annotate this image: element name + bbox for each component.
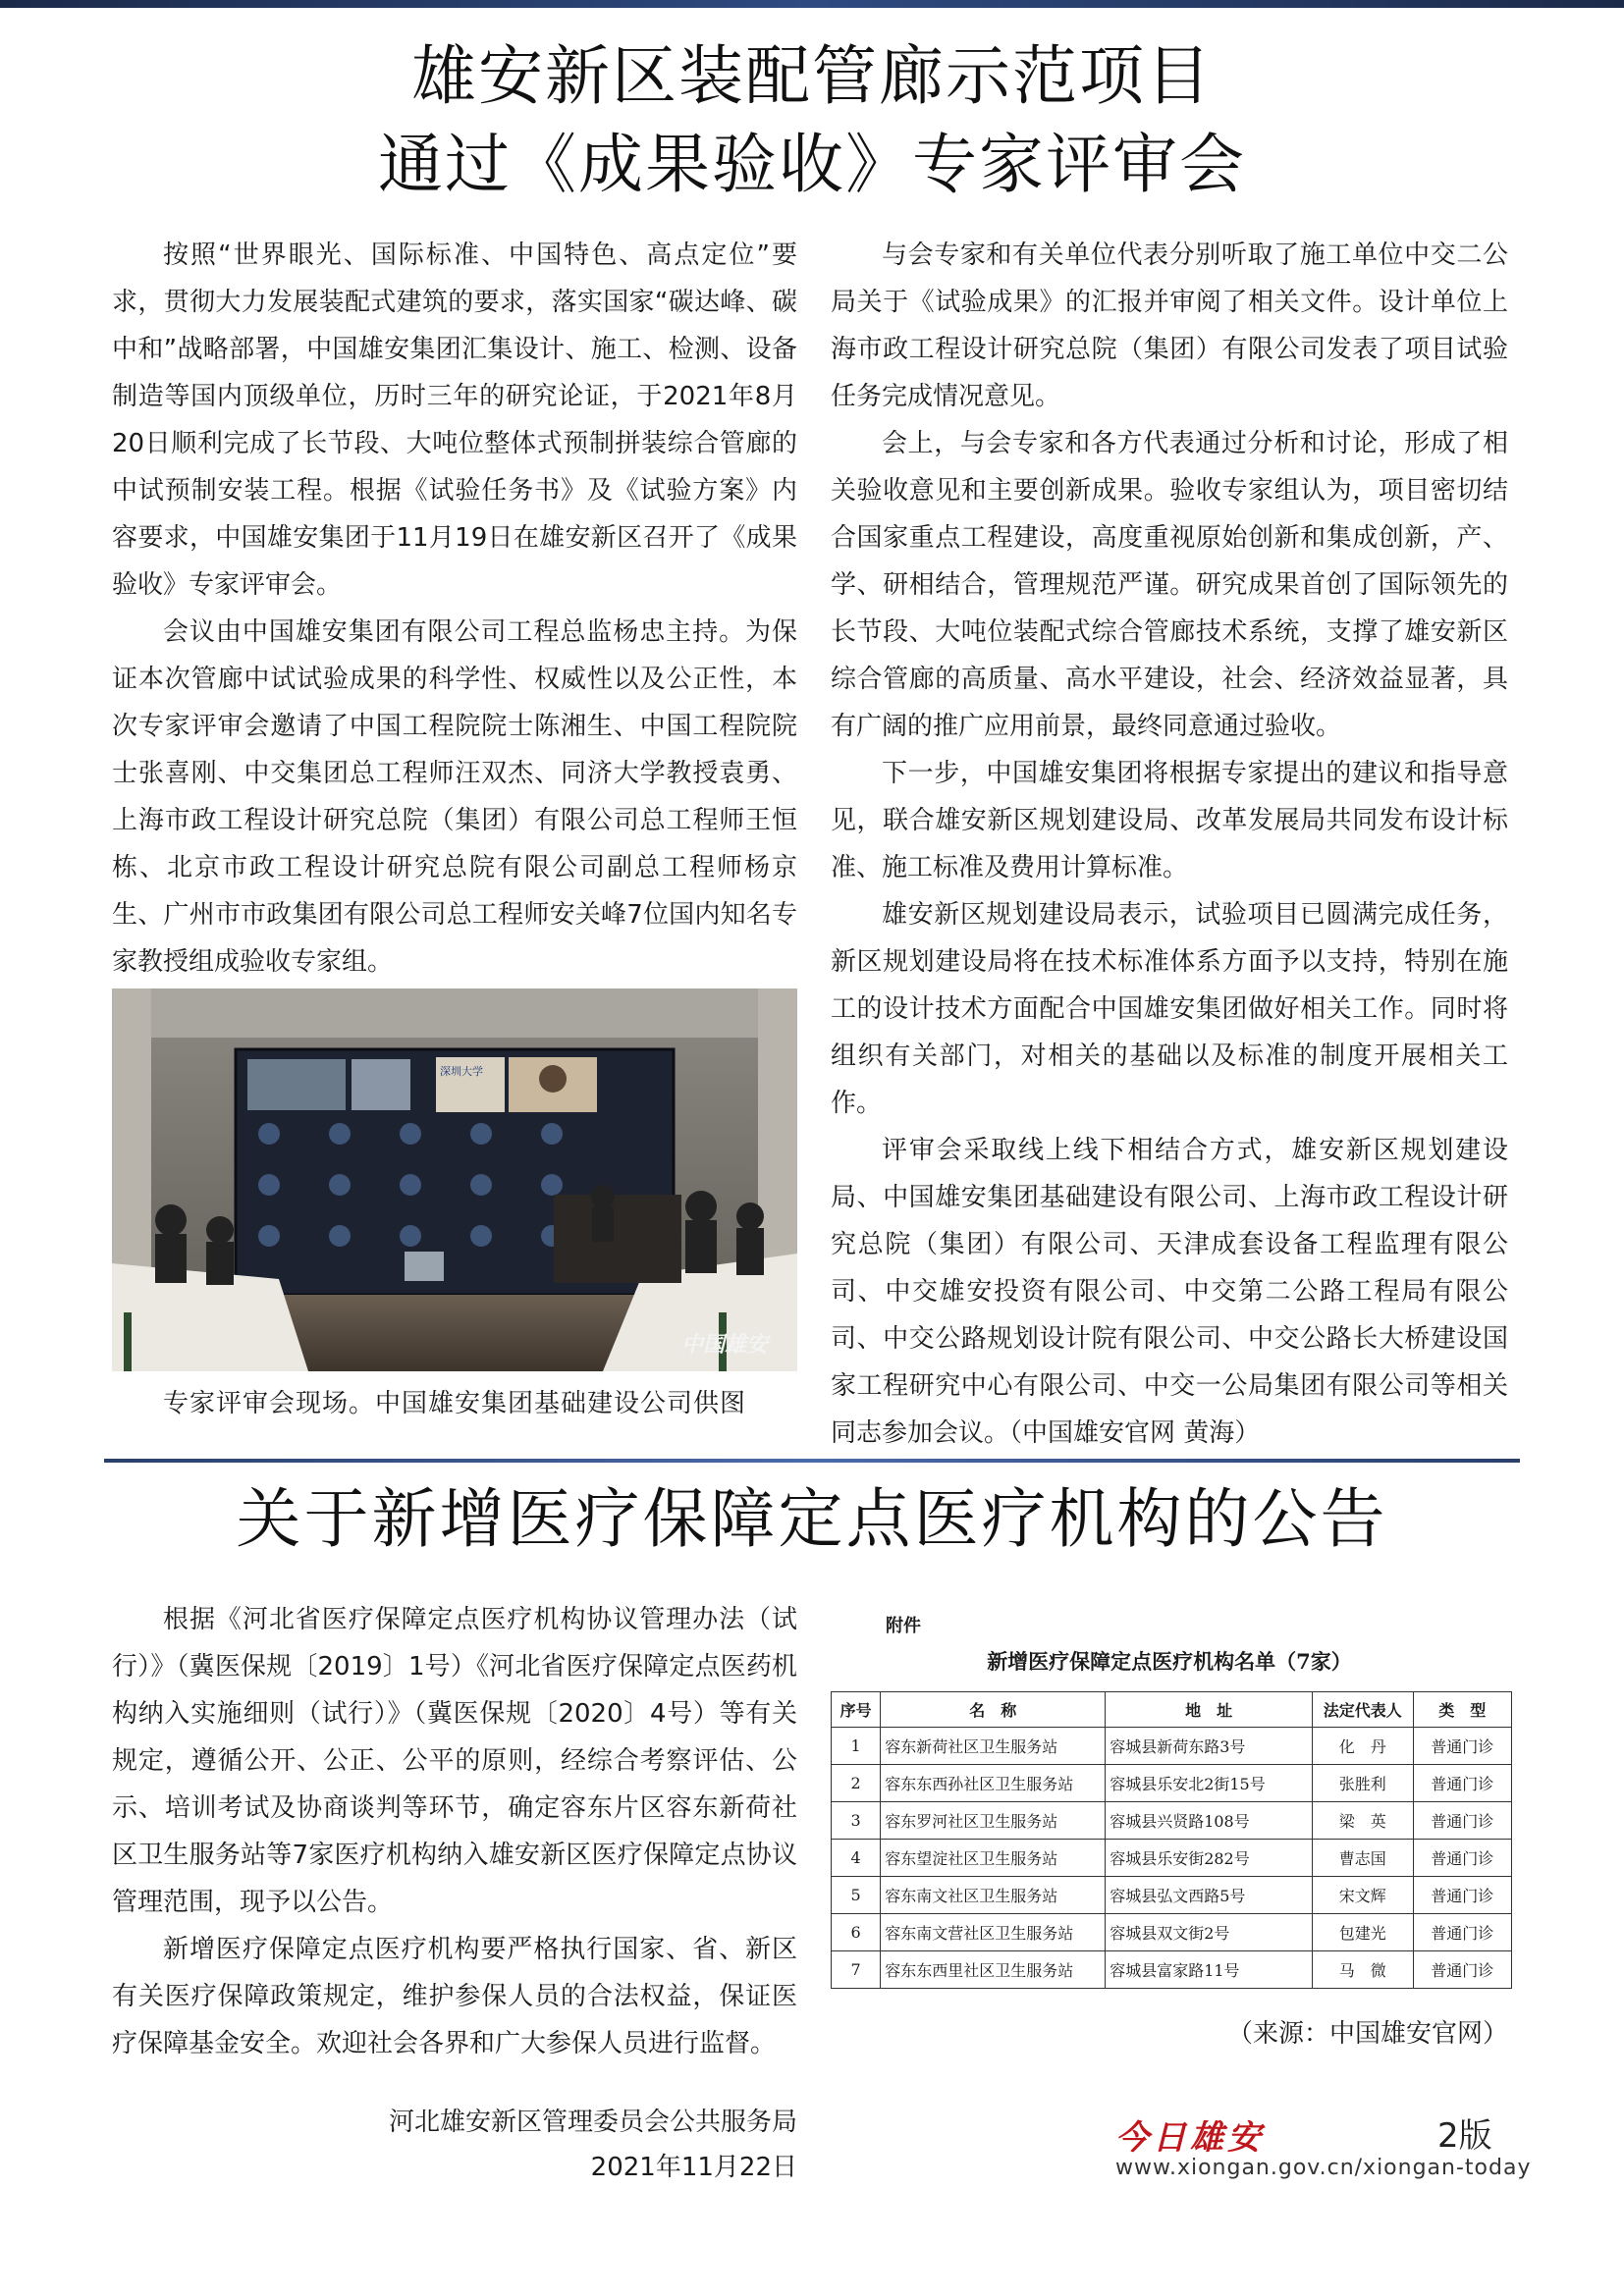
header-cell-type: 类 型 [1413,1692,1511,1728]
cell-type: 普通门诊 [1413,1840,1511,1877]
attachment-label: 附件 [886,1616,921,1636]
cell-name: 容东南文营社区卫生服务站 [881,1914,1106,1951]
table-row [832,1877,1512,1914]
cell-representative: 化 丹 [1313,1728,1413,1765]
cell-address: 容城县兴贤路108号 [1106,1802,1313,1840]
header-cell-name: 名 称 [881,1692,1106,1728]
top-bar [0,0,1624,8]
newspaper-brand-logo: 今日雄安 [1115,2118,1265,2158]
header-cell-index: 序号 [832,1692,881,1728]
article1-right-column [831,232,1508,1457]
cell-type: 普通门诊 [1413,1728,1511,1765]
cell-type: 普通门诊 [1413,1951,1511,1989]
article1-paragraph: 雄安新区规划建设局表示，试验项目已圆满完成任务，新区规划建设局将在技术标准体系方面予以支持，特别在施工的设计技术方面配合中国雄安集团做好相关工作。同时将组织有关部门，对相关的基础以及标准的制度开展相关工作。 [831,900,1508,1118]
meeting-photo [112,988,797,1371]
cell-type: 普通门诊 [1413,1914,1511,1951]
cell-index: 6 [832,1914,881,1951]
cell-name: 容东新荷社区卫生服务站 [881,1728,1106,1765]
cell-index: 5 [832,1877,881,1914]
hospital-table-title: 新增医疗保障定点医疗机构名单（7家） [987,1649,1352,1674]
table-row [832,1951,1512,1989]
meeting-photo-illustration [112,988,797,1371]
hospital-table [831,1691,1512,1989]
table-row [832,1728,1512,1765]
table-row [832,1840,1512,1877]
notice-date: 2021年11月22日 [590,2153,797,2182]
page-number: 2版 [1437,2116,1492,2156]
cell-representative: 宋文辉 [1313,1877,1413,1914]
header-cell-address: 地 址 [1106,1692,1313,1728]
cell-representative: 包建光 [1313,1914,1413,1951]
cell-name: 容东罗河社区卫生服务站 [881,1802,1106,1840]
article2-paragraph: 根据《河北省医疗保障定点医疗机构协议管理办法（试行）》（冀医保规〔2019〕1号）《河北省医疗保障定点医药机构纳入实施细则（试行）》（冀医保规〔2020〕4号）等有关规定，遵循公开、公正、公平的原则，经综合考察评估、公示、培训考试及协商谈判等环节，确定容东片区容东新荷社区卫生服务站等7家医疗机构纳入雄安新区医疗保障定点协议管理范围，现予以公告。 [112,1605,797,1917]
cell-index: 4 [832,1840,881,1877]
article1-paragraph: 下一步，中国雄安集团将根据专家提出的建议和指导意见，联合雄安新区规划建设局、改革发展局共同发布设计标准、施工标准及费用计算标准。 [831,759,1508,882]
article1-paragraph: 评审会采取线上线下相结合方式，雄安新区规划建设局、中国雄安集团基础建设有限公司、上海市政工程设计研究总院（集团）有限公司、天津成套设备工程监理有限公司、中交雄安投资有限公司、中交第二公路工程局有限公司、中交公路规划设计院有限公司、中交公路长大桥建设国家工程研究中心有限公司、中交一公局集团有限公司等相关同志参加会议。（中国雄安官网 黄海） [831,1136,1508,1448]
article1-paragraph: 会议由中国雄安集团有限公司工程总监杨忠主持。为保证本次管廊中试试验成果的科学性、权威性以及公正性，本次专家评审会邀请了中国工程院院士陈湘生、中国工程院院士张喜刚、中交集团总工程师汪双杰、同济大学教授袁勇、上海市政工程设计研究总院（集团）有限公司总工程师王恒栋、北京市政工程设计研究总院有限公司副总工程师杨京生、广州市市政集团有限公司总工程师安关峰7位国内知名专家教授组成验收专家组。 [112,617,797,977]
cell-type: 普通门诊 [1413,1877,1511,1914]
cell-index: 7 [832,1951,881,1989]
article2-left-column [112,1596,797,2067]
article1-left-column [112,232,797,986]
photo-watermark: 中国雄安 [681,1332,769,1358]
site-url: www.xiongan.gov.cn/xiongan-today [1115,2156,1532,2180]
cell-name: 容东东西孙社区卫生服务站 [881,1765,1106,1802]
cell-type: 普通门诊 [1413,1802,1511,1840]
cell-address: 容城县富家路11号 [1106,1951,1313,1989]
table-row [832,1914,1512,1951]
article1-paragraph: 会上，与会专家和各方代表通过分析和讨论，形成了相关验收意见和主要创新成果。验收专家组认为，项目密切结合国家重点工程建设，高度重视原始创新和集成创新，产、学、研相结合，管理规范严谨。研究成果首创了国际领先的长节段、大吨位装配式综合管廊技术系统，支撑了雄安新区综合管廊的高质量、高水平建设，社会、经济效益显著，具有广阔的推广应用前景，最终同意通过验收。 [831,429,1508,741]
cell-index: 3 [832,1802,881,1840]
screen-university-label: 深圳大学 [440,1065,483,1078]
source-credit: （来源：中国雄安官网） [1226,2019,1508,2049]
cell-representative: 梁 英 [1313,1802,1413,1840]
cell-index: 1 [832,1728,881,1765]
cell-address: 容城县新荷东路3号 [1106,1728,1313,1765]
cell-representative: 张胜利 [1313,1765,1413,1802]
cell-index: 2 [832,1765,881,1802]
notice-signature: 河北雄安新区管理委员会公共服务局 [388,2108,797,2137]
cell-representative: 马 微 [1313,1951,1413,1989]
photo-caption: 专家评审会现场。中国雄安集团基础建设公司供图 [162,1389,746,1418]
cell-name: 容东望淀社区卫生服务站 [881,1840,1106,1877]
cell-address: 容城县弘文西路5号 [1106,1877,1313,1914]
section-divider [104,1459,1520,1463]
header-cell-representative: 法定代表人 [1313,1692,1413,1728]
cell-name: 容东东西里社区卫生服务站 [881,1951,1106,1989]
article1-title-line1: 雄安新区装配管廊示范项目 [411,38,1213,114]
cell-type: 普通门诊 [1413,1765,1511,1802]
cell-address: 容城县双文街2号 [1106,1914,1313,1951]
article1-paragraph: 按照“世界眼光、国际标准、中国特色、高点定位”要求，贯彻大力发展装配式建筑的要求，落实国家“碳达峰、碳中和”战略部署，中国雄安集团汇集设计、施工、检测、设备制造等国内顶级单位，历时三年的研究论证，于2021年8月20日顺利完成了长节段、大吨位整体式预制拼装综合管廊的中试预制安装工程。根据《试验任务书》及《试验方案》内容要求，中国雄安集团于11月19日在雄安新区召开了《成果验收》专家评审会。 [112,240,797,600]
table-header-row [832,1692,1512,1728]
table-row [832,1765,1512,1802]
cell-address: 容城县乐安街282号 [1106,1840,1313,1877]
article2-title: 关于新增医疗保障定点医疗机构的公告 [236,1481,1388,1557]
cell-address: 容城县乐安北2街15号 [1106,1765,1313,1802]
cell-name: 容东南文社区卫生服务站 [881,1877,1106,1914]
article1-title-line2: 通过《成果验收》专家评审会 [378,127,1246,202]
article2-paragraph: 新增医疗保障定点医疗机构要严格执行国家、省、新区有关医疗保障政策规定，维护参保人员的合法权益，保证医疗保障基金安全。欢迎社会各界和广大参保人员进行监督。 [112,1935,797,2058]
article1-paragraph: 与会专家和有关单位代表分别听取了施工单位中交二公局关于《试验成果》的汇报并审阅了相关文件。设计单位上海市政工程设计研究总院（集团）有限公司发表了项目试验任务完成情况意见。 [831,240,1508,411]
cell-representative: 曹志国 [1313,1840,1413,1877]
table-row [832,1802,1512,1840]
